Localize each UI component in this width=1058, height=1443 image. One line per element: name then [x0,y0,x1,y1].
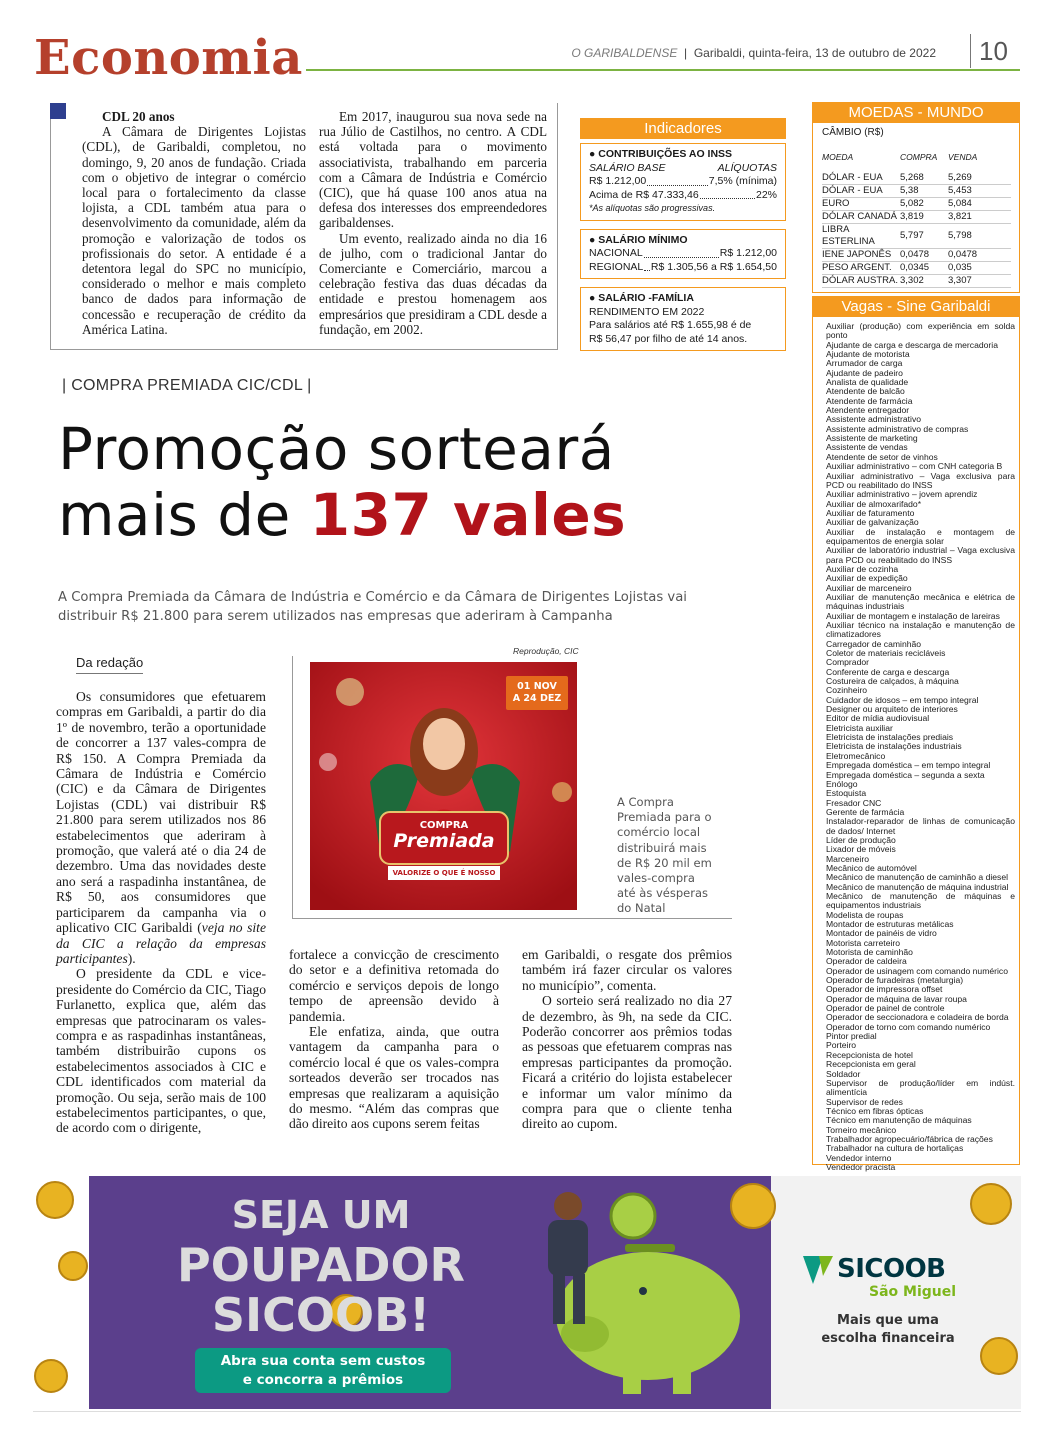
list-item: Auxiliar de laboratório industrial – Vaga exclusiva para PCD ou reabilitado do INSS [826,545,1015,565]
indicadores-title: Indicadores [580,118,786,139]
sicoob-brand: SICOOB [837,1254,946,1284]
salario-minimo-heading: ● SALÁRIO MÍNIMO [589,233,688,246]
article-kicker: | COMPRA PREMIADA CIC/CDL | [62,377,312,394]
promo-poster-image [310,662,577,910]
vagas-title: Vagas - Sine Garibaldi [812,296,1020,317]
table-header: VENDA [948,152,978,162]
list-item: Eletricista de instalações prediais [826,732,954,743]
list-item: Assistente administrativo de compras [826,423,969,434]
list-item: Montador de painéis de vidro [826,928,937,939]
table-cell: DÓLAR - EUA [822,172,900,185]
poster-brand-main: Premiada [393,830,495,852]
list-item: Editor de mídia audiovisual [826,713,930,724]
minimo-row-value: R$ 1.305,56 a R$ 1.654,50 [650,260,777,273]
table-cell: 0,0478 [900,249,948,262]
photo-credit: Reprodução, CIC [513,646,579,656]
article-column-3 [522,947,732,1132]
moedas-panel [812,102,1020,293]
vagas-panel [812,296,1020,1172]
dateline: Garibaldi, quinta-feira, 13 de outubro de 2022 [693,46,936,60]
newspaper-name: O GARIBALDENSE [571,46,678,60]
date-badge-line: 01 NOV [517,681,557,692]
list-item: Ajudante de motorista [826,349,910,360]
table-cell: 5,268 [900,172,948,185]
list-item: Auxiliar administrativo – Vaga exclusiva para PCD ou reabilitado do INSS [826,470,1015,490]
tagline-line: Mais que uma [837,1313,939,1328]
header-separator: | [684,46,688,60]
ad-headline-line: POUPADOR [177,1238,465,1292]
table-cell: 5,798 [948,224,1011,249]
article-paragraph: O sorteio será realizado no dia 27 de dezembro, às 9h, na sede da CIC. Poderão concorrer aos prêmios todas as pessoas que efetuarem compras nas empresas participantes da promoção. Ficará a critério do lojista estabelecer e informar um valor mínimo da compra para que o cliente tenha direito ao cupom. [522,993,732,1132]
minimo-row-label: REGIONAL [589,260,644,273]
table-row [822,185,1011,198]
list-item: Vendedor interno [826,1152,892,1163]
list-item: Costureira de calçados, à máquina [826,676,959,687]
table-cell: 5,269 [948,172,1011,185]
list-item: Mecânico de automóvel [826,862,917,873]
article-paragraph [56,689,266,966]
cta-line: e concorra a prêmios [242,1372,404,1388]
poster-brand [380,820,508,851]
bottom-divider [33,1411,1021,1412]
list-item: Auxiliar de instalação e montagem de equipamentos de energia solar [826,526,1015,546]
table-cell: DÓLAR AUSTRA. [822,275,899,286]
list-item: Mecânico de manutenção de caminhão a diesel [826,872,1009,883]
sicoob-logo-icon [803,1256,833,1284]
cta-line: Abra sua conta sem custos [220,1353,426,1369]
list-item: Auxiliar técnico na instalação e manutenção de climatizadores [826,620,1015,640]
list-item: Empregada doméstica – segunda a sexta [826,769,985,780]
list-item: Operador de torno com comando numérico [826,1021,991,1032]
paragraph-text: Os consumidores que efetuarem compras em Garibaldi, a partir do dia 1º de novembro, terão a oportunidade de concorrer a 137 vales-compra de R$ 150. A Compra Premiada da Câmara de Indústria e Comércio (CIC) e da Câmara de Dirigentes Lojistas (CDL) vai distribuir R$ 21.800 para serem utilizados nos 86 estabelecimentos que aderiram à promoção, que valerá até o dia 24 de dezembro. Uma das novidades deste ano será a raspadinha instantânea, de R$ 50, aos consumidores que participarem da campanha via o aplicativo CIC Garibaldi ( [56,689,266,936]
list-item: Auxiliar administrativo – jovem aprendiz [826,489,978,500]
list-item: Operador de furadeiras (metalurgia) [826,975,964,986]
article-paragraph: Ele enfatiza, ainda, que outra vantagem da campanha para o comércio local é que os vales-compra sorteados deverão ser trocados nas empresas que realizaram a aquisição do mesmo. “Além das compras que dão direito aos cupons serem feitas [289,1024,499,1132]
header-meta [571,46,936,60]
table-row [822,262,1011,275]
list-item: Recepcionista em geral [826,1059,916,1070]
table-cell: 5,453 [948,185,1011,198]
list-item: Trabalhador agropecuário/fábrica de rações [826,1133,993,1144]
photo-bottom-rule [292,918,732,919]
list-item: Montador de estruturas metálicas [826,919,954,929]
article-column-2 [289,947,499,1132]
list-item: Empregada doméstica – em tempo integral [826,760,991,771]
table-cell: DÓLAR - EUA [822,185,900,198]
list-item: Eletricista de instalações industriais [826,741,962,752]
inss-note: *As alíquotas são progressivas. [589,203,716,213]
table-cell: 5,084 [948,198,1011,211]
header-divider [306,69,1020,71]
list-item: Operador de máquina de lavar roupa [826,993,967,1004]
list-item: Arrumador de carga [826,358,903,369]
list-item: Estoquista [826,788,867,799]
table-row [822,198,1011,211]
photo-caption: A Compra Premiada para o comércio local distribuirá mais de R$ 20 mil em vales-compra até às vésperas do Natal [617,795,712,916]
list-item: Operador de usinagem com comando numérico [826,965,1008,976]
salario-familia-block [580,287,786,351]
list-item: Analista de qualidade [826,377,909,388]
table-cell: 3,819 [900,211,948,224]
list-item: Porteiro [826,1040,857,1051]
table-cell: 0,0345 [900,262,948,275]
table-cell: 5,082 [900,198,948,211]
inss-col-a: SALÁRIO BASE [589,161,666,174]
table-header: COMPRA [900,152,938,162]
table-cell: 3,821 [948,211,1011,224]
moedas-table [812,123,1020,293]
article-column-1 [56,689,266,1136]
minimo-row-value: R$ 1.212,00 [719,247,777,259]
list-item: Auxiliar de manutenção mecânica e elétrica de máquinas industriais [826,591,1015,612]
tagline-line: escolha financeira [821,1331,955,1346]
list-item: Eletromecânico [826,750,886,761]
vagas-list [812,317,1020,1172]
familia-line: Para salários até R$ 1.655,98 é de [589,319,752,331]
table-cell: 3,302 [900,275,948,288]
list-item: Mecânico de manutenção de máquinas e equipamentos industriais [826,890,1015,911]
table-row [822,249,1011,262]
table-cell: LIBRA ESTERLINA [822,224,900,249]
list-item: Conferente de carga e descarga [826,666,950,677]
byline: Da redação [76,655,143,674]
list-item: Ajudante de padeiro [826,367,903,378]
list-item: Operador de painel de controle [826,1003,945,1014]
minimo-row-label: NACIONAL [589,247,643,259]
list-item: Motorista de caminhão [826,947,913,958]
table-cell: PESO ARGENT. [822,262,900,275]
inss-row [589,175,777,189]
table-cell: 5,38 [900,185,948,198]
cdl-paragraph: A Câmara de Dirigentes Lojistas (CDL), de Garibaldi, completou, no domingo, 9, 20 anos de fundação. Criada com o objetivo de integrar o comércio local para o fortalecimento da classe lojista, a CDL também atua para o desenvolvimento da comunidade, além da promoção e valorização de todos os profissionais do setor. A entidade é a detentora legal do SPC no município, considerado o melhor e mais completo banco de dados para informação de concessão e recuperação de crédito da América Latina. [82,124,306,337]
list-item: Auxiliar de marceneiro [826,582,912,593]
cambio-label: CÂMBIO (R$) [822,127,884,138]
list-item: Trabalhador na cultura de hortaliças [826,1143,964,1154]
paragraph-italic: veja no site da CIC a relação da empresas participantes [56,920,266,966]
table-row [822,224,1011,249]
list-item: Operador de seccionadora e coladeira de borda [826,1012,1009,1023]
list-item: Supervisor de produção/líder em indúst. alimentícia [826,1077,1015,1098]
cdl-sidebar-box [50,103,558,350]
table-cell: 3,307 [948,275,1011,288]
list-item: Atendente de balcão [826,386,905,397]
list-item: Designer ou arquiteto de interiores [826,704,958,715]
table-row [822,211,1011,224]
list-item: Recepcionista de hotel [826,1049,913,1060]
list-item: Modelista de roupas [826,909,904,920]
photo-frame-line [292,656,293,919]
section-title: Economia [34,30,303,86]
list-item: Auxiliar de cozinha [826,563,899,574]
list-item: Comprador [826,657,869,668]
list-item: Atendente de farmácia [826,395,913,406]
list-item: Auxiliar (produção) com experiência em solda ponto [826,321,1015,341]
sicoob-brand-sub: São Miguel [869,1284,957,1300]
inss-row-label: R$ 1.212,00 [589,175,647,187]
list-item: Lixador de móveis [826,844,896,855]
cdl-box-title: CDL 20 anos [102,109,175,124]
list-item: Atendente de setor de vinhos [826,451,938,462]
paragraph-text: ). [127,950,136,966]
list-item: Auxiliar de montagem e instalação de lareiras [826,610,1000,621]
list-item: Auxiliar administrativo – com CNH categoria B [826,461,1003,472]
list-item: Gerente de farmácia [826,806,905,817]
list-item: Marceneiro [826,853,869,864]
list-item: Cuidador de idosos – em tempo integral [826,694,979,705]
moedas-title: MOEDAS - MUNDO [812,102,1020,123]
list-item: Operador de impressora offset [826,984,943,995]
currency-table [822,152,1011,288]
ad-headline [161,1190,481,1340]
list-item: Atendente entregador [826,405,910,416]
open-account-button[interactable] [195,1348,451,1393]
inss-col-b: ALÍQUOTAS [717,161,777,174]
article-paragraph: fortalece a convicção de crescimento do setor e a definitiva retomada do comércio e serviços depois de longo tempo de apreensão devido à pandemia. [289,947,499,1024]
page-number: 10 [970,34,1008,68]
list-item: Soldador [826,1068,861,1079]
salario-minimo-row [589,247,777,261]
list-item: Técnico em fibras ópticas [826,1105,924,1116]
list-item: Ajudante de carga e descarga de mercadoria [826,339,998,350]
table-cell: IENE JAPONÊS [822,249,900,262]
table-cell: DÓLAR CANADÁ [822,211,900,224]
cdl-column-1 [82,109,306,337]
salario-minimo-block [580,229,786,280]
headline-text: mais de [58,481,310,549]
inss-row-label: Acima de R$ 47.333,46 [589,188,699,201]
headline-line-1: Promoção sorteará [58,415,615,483]
list-item: Eletricista auxiliar [826,722,893,733]
list-item: Mecânico de manutenção de máquina industrial [826,881,1009,892]
inss-col-headers [589,162,777,176]
table-cell: EURO [822,198,900,211]
inss-block [580,143,786,221]
sicoob-advertisement[interactable] [33,1176,1021,1409]
inss-row-value: 7,5% (mínima) [708,175,777,187]
article-paragraph: em Garibaldi, o resgate dos prêmios também irá fazer circular os valores no município”, comenta. [522,947,732,993]
list-item: Assistente administrativo [826,414,922,425]
salario-familia-heading: ● SALÁRIO -FAMÍLIA [589,292,694,304]
list-item: Vendedor pracista [826,1161,896,1172]
list-item: Líder de produção [826,834,896,845]
table-cell: 0,035 [948,262,1011,275]
list-item: Motorista carreteiro [826,937,901,948]
ad-headline-line: SICOOB! [211,1288,431,1342]
poster-brand-top: COMPRA [419,820,469,831]
list-item: Auxiliar de almoxarifado* [826,498,922,509]
indicadores-panel [580,118,786,351]
list-item: Enólogo [826,778,858,789]
list-item: Auxiliar de faturamento [826,507,915,518]
list-item: Instalador-reparador de linhas de comunicação de dados/ Internet [826,816,1015,836]
familia-line: RENDIMENTO EM 2022 [589,305,705,318]
list-item: Auxiliar de expedição [826,573,908,584]
familia-line: R$ 56,47 por filho de até 14 anos. [589,332,748,345]
list-item: Pintor predial [826,1031,877,1042]
headline-highlight: 137 vales [309,481,627,549]
inss-heading: ● CONTRIBUIÇÕES AO INSS [589,148,733,160]
article-subhead: A Compra Premiada da Câmara de Indústria e Comércio e da Câmara de Dirigentes Lojistas vai distribuir R$ 21.800 para serem utilizados nas empresas que aderiram à Campanha [58,590,687,624]
list-item: Cozinheiro [826,685,868,696]
list-item: Coletor de materiais recicláveis [826,648,946,659]
list-item: Assistente de marketing [826,433,918,444]
list-item: Supervisor de redes [826,1096,903,1107]
article-paragraph: O presidente da CDL e vice-presidente do Comércio da CIC, Tiago Furlanetto, explica que, além das empresas que patrocinaram os vales-compra e as raspadinhas instantâneas, também distribuirão cupons os estabelecimentos associados à CIC e CDL identificados com material da promoção. Ou seja, serão mais de 100 estabelecimentos participantes, o que, de acordo com o dirigente, [56,966,266,1136]
date-badge-line: A 24 DEZ [512,693,562,704]
salario-minimo-row [589,261,777,275]
box-corner-marker [50,103,66,119]
inss-row [589,189,777,203]
table-header: MOEDA [822,152,854,162]
date-badge [506,676,568,710]
cdl-column-2 [319,109,547,337]
poster-ribbon: VALORIZE O QUE É NOSSO [388,866,500,880]
list-item: Carregador de caminhão [826,638,922,649]
inss-row-value: 22% [755,188,777,201]
list-item: Operador de caldeira [826,956,907,967]
article-headline [58,416,626,548]
table-row [822,275,1011,288]
list-item: Torneiro mecânico [826,1124,897,1135]
cdl-paragraph: Em 2017, inaugurou sua nova sede na rua Júlio de Castilhos, no centro. A CDL está voltada para o movimento associativista, trabalhando em parceria com a Câmara de Indústria e Comércio (CIC), que há quase 100 anos atua na defesa dos interesses dos empreendedores garibaldenses. [319,109,547,231]
sicoob-tagline [813,1312,963,1348]
headline-line-2 [58,482,626,548]
cdl-paragraph: Um evento, realizado ainda no dia 16 de julho, com o tradicional Jantar do Comerciante e Comerciário, marcou a celebração festiva das duas décadas da entidade e prestou homenagem aos empresários que presidiram a CDL desde a fundação, em 2002. [319,230,547,337]
list-item: Fresador CNC [826,797,882,808]
ad-headline-line: SEJA UM [231,1193,411,1237]
table-cell: 0,0478 [948,249,1011,262]
list-item: Auxiliar de galvanização [826,517,919,528]
list-item: Técnico em manutenção de máquinas [826,1115,972,1126]
table-cell: 5,797 [900,224,948,249]
list-item: Assistente de vendas [826,442,908,453]
table-row [822,172,1011,185]
